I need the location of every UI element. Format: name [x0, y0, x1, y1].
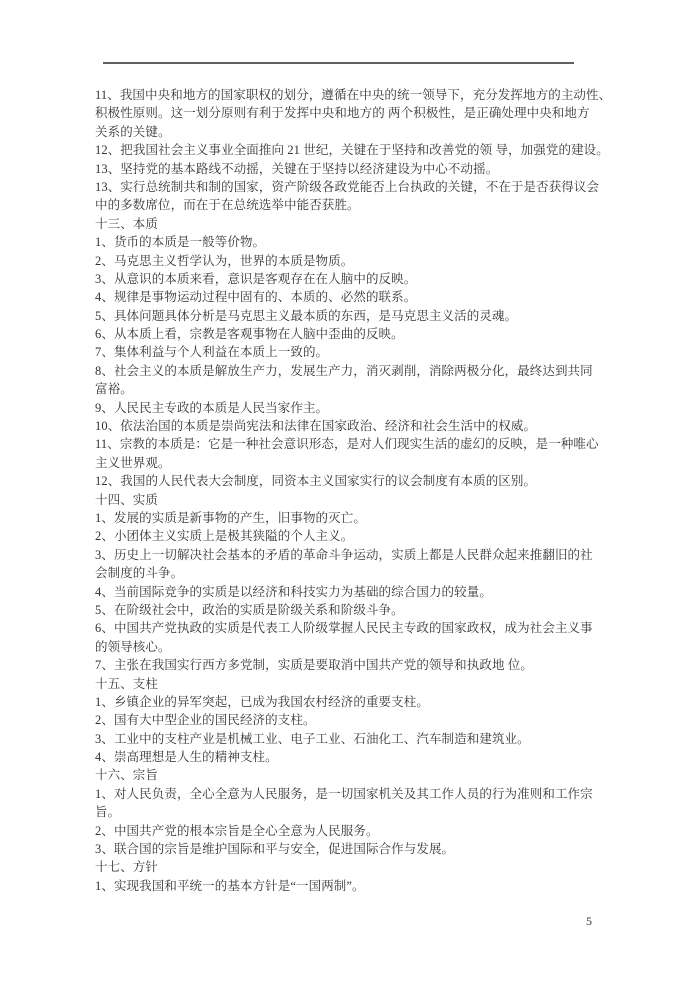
text-line: 主义世界观。	[95, 455, 171, 470]
text-line: 12、我国的人民代表大会制度，同资本主义国家实行的议会制度有本质的区别。	[95, 474, 537, 489]
text-line: 11、我国中央和地方的国家职权的划分，遵循在中央的统一领导下，充分发挥地方的主动性、	[95, 88, 612, 102]
text-line: 4、当前国际竞争的实质是以经济和科技实力为基础的综合国力的较量。	[95, 584, 492, 599]
text-line: 5、具体问题具体分析是马克思主义最本质的东西，是马克思主义活的灵魂。	[95, 308, 518, 323]
section-heading: 十七、方针	[95, 860, 159, 875]
text-line: 12、把我国社会主义事业全面推向 21 世纪，关键在于坚持和改善党的领 导，加强党的建设。	[95, 143, 609, 158]
document-body	[95, 86, 625, 895]
text-line: 5、在阶级社会中，政治的实质是阶级关系和阶级斗争。	[95, 602, 404, 617]
text-line: 会制度的斗争。	[95, 566, 184, 581]
text-line: 4、规律是事物运动过程中固有的、本质的、必然的联系。	[95, 290, 417, 305]
text-line: 10、依法治国的本质是崇尚宪法和法律在国家政治、经济和社会生活中的权威。	[95, 419, 537, 434]
text-line: 13、实行总统制共和制的国家，资产阶级各政党能否上台执政的关键，不在于是否获得议会	[95, 179, 600, 194]
text-line: 11、宗教的本质是：它是一种社会意识形态，是对人们现实生活的虚幻的反映，是一种唯心	[95, 437, 599, 452]
text-line: 的领导核心。	[95, 639, 171, 654]
text-line: 3、历史上一切解决社会基本的矛盾的革命斗争运动，实质上都是人民群众起来推翻旧的社	[95, 547, 593, 562]
text-line: 3、联合国的宗旨是维护国际和平与安全，促进国际合作与发展。	[95, 842, 455, 857]
text-line: 6、从本质上看，宗教是客观事物在人脑中歪曲的反映。	[95, 327, 404, 342]
text-line: 2、马克思主义哲学认为，世界的本质是物质。	[95, 253, 354, 268]
section-heading: 十五、支柱	[95, 676, 159, 691]
text-line: 关系的关键。	[95, 124, 171, 139]
text-line: 1、货币的本质是一般等价物。	[95, 235, 266, 250]
text-line: 8、社会主义的本质是解放生产力，发展生产力，消灭剥削，消除两极分化，最终达到共同	[95, 363, 593, 378]
text-line: 积极性原则。这一划分原则有利于发挥中央和地方的 两个积极性，是正确处理中央和地方	[95, 106, 590, 121]
page-number: 5	[586, 914, 592, 928]
text-line: 旨。	[95, 805, 121, 820]
text-line: 1、实现我国和平统一的基本方针是“一国两制”。	[95, 878, 365, 893]
section-heading: 十三、本质	[95, 216, 159, 231]
section-heading: 十四、实质	[95, 492, 159, 507]
text-line: 中的多数席位，而在于在总统选举中能否获胜。	[95, 198, 360, 213]
text-line: 1、对人民负责，全心全意为人民服务，是一切国家机关及其工作人员的行为准则和工作宗	[95, 786, 593, 801]
text-line: 3、工业中的支柱产业是机械工业、电子工业、石油化工、汽车制造和建筑业。	[95, 731, 530, 746]
text-line: 9、人民民主专政的本质是人民当家作主。	[95, 400, 329, 415]
header-rule	[103, 62, 574, 64]
text-line: 2、小团体主义实质上是极其狭隘的个人主义。	[95, 529, 354, 544]
text-line: 6、中国共产党执政的实质是代表工人阶级掌握人民民主专政的国家政权，成为社会主义事	[95, 621, 593, 636]
text-line: 1、发展的实质是新事物的产生，旧事物的灭亡。	[95, 510, 366, 525]
text-line: 7、主张在我国实行西方多党制，实质是要取消中国共产党的领导和执政地 位。	[95, 658, 533, 673]
text-line: 13、坚持党的基本路线不动摇，关键在于坚持以经济建设为中心不动摇。	[95, 161, 499, 176]
text-line: 富裕。	[95, 382, 133, 397]
text-line: 7、集体利益与个人利益在本质上一致的。	[95, 345, 329, 360]
text-line: 2、中国共产党的根本宗旨是全心全意为人民服务。	[95, 823, 379, 838]
text-line: 4、崇高理想是人生的精神支柱。	[95, 750, 278, 765]
text-line: 1、乡镇企业的异军突起，已成为我国农村经济的重要支柱。	[95, 694, 429, 709]
text-line: 3、从意识的本质来看，意识是客观存在在人脑中的反映。	[95, 271, 417, 286]
section-heading: 十六、宗旨	[95, 768, 159, 783]
text-line: 2、国有大中型企业的国民经济的支柱。	[95, 713, 316, 728]
